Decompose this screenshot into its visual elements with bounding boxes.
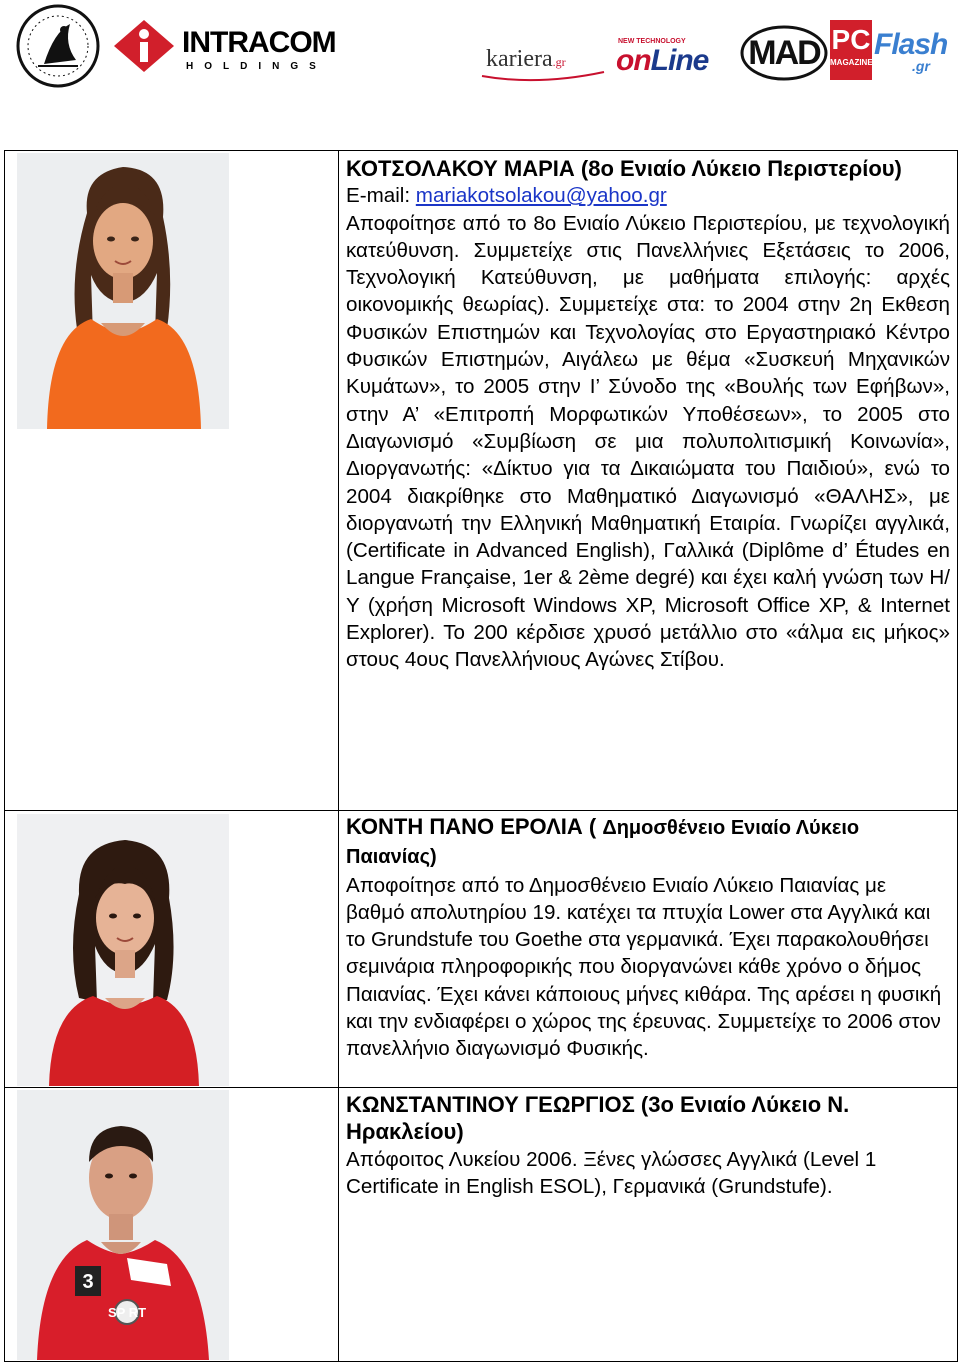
entry-2	[346, 813, 950, 1063]
athens-information-technology-logo	[14, 2, 102, 90]
shirt-logo: SP RT	[107, 1305, 147, 1320]
student-photo-1	[17, 153, 229, 429]
entry-2-bio: Αποφοίτησε από το Δημοσθένειο Ενιαίο Λύκειο Παιανίας με βαθμό απολυτηρίου 19. κατέχει τα πτυχία Lower στα Αγγλικά και το Grundstufe του Goethe στα γερμανικά. Έχει παρακολουθήσει σεμινάρια πληροφορικής που διοργανώνει κάθε χρόνο ο δήμος Παιανίας. Έχει κάνει κάποιους μήνες κιθάρα. Της αρέσει η φυσική και την ενδιαφέρει ο χώρος της έρευνας. Συμμετείχε το 2006 στον πανελλήνιο διαγωνισμό Φυσικής.	[346, 873, 942, 1061]
pc-sub: MAGAZINE	[830, 58, 873, 67]
students-table	[4, 150, 958, 1362]
online-line: Line	[650, 44, 709, 77]
pc-name: PC	[831, 24, 871, 55]
entry-2-school: Δημοσθένειο Ενιαίο Λύκειο Παιανίας)	[346, 817, 860, 869]
kariera-logo	[478, 42, 608, 82]
entry-3-bio: Απόφοιτος Λυκείου 2006. Ξένες γλώσσες Αγγλικά (Level 1 Certificate in English ESOL), Γερμανικά (Grundstufe).	[346, 1147, 877, 1198]
column-divider	[338, 151, 339, 1361]
intracom-sub: HOLDINGS	[186, 61, 327, 72]
entry-1-bio: Αποφοίτησε από το 8ο Ενιαίο Λύκειο Περιστερίου, με τεχνολογική κατεύθυνση. Συμμετείχε στις Πανελλήνιες Εξετάσεις το 2006, Τεχνολογική Κατεύθυνση, με μαθήματα επιλογής: αρχές οικονομικής θεωρίας). Συμμετείχε στα: το 2004 στην 2η Εκθεση Φυσικών Επιστημών και Τεχνολογίας στο Εργαστηριακό Κέντρο Φυσικών Επιστημών, Αιγάλεω με θέμα «Συσκευή Μηχανικών Κυμάτων», το 2005 στην Ι’ Σύνοδο της «Βουλής των Εφήβων», στην Α’ «Επιτροπή Μορφωτικών Υποθέσεων», το 2005 στο Διαγωνισμό «Συμβίωση σε μια πολυπολιτισμική Κοινωνία», Διοργανωτής: «Δίκτυο για τα Δικαιώματα του Παιδιού», ενώ το 2004 διακρίθηκε στο Μαθηματικό Διαγωνισμό «ΘΑΛΗΣ», με διοργανωτή την Ελληνική Μαθηματική Εταιρία. Γνωρίζει αγγλικά, (Certificate in Advanced English), Γαλλικά (Diplôme d’ Études en Langue Française, 1er & 2ème degré) και έχει καλή γνώση των Η/Υ (χρήση Microsoft Windows XP, Microsoft Office XP, & Internet Explorer). Το 200 κέρδισε χρυσό μετάλλιο στο «άλμα εις μήκος» στους 4ους Πανελλήνιους Αγώνες Στίβου.	[346, 211, 950, 672]
entry-1-name: ΚΟΤΣΟΛΑΚΟΥ ΜΑΡΙΑ (8ο Ενιαίο Λύκειο Περιστερίου)	[346, 156, 902, 181]
online-on: on	[616, 44, 651, 77]
mad-name: MAD	[748, 34, 820, 72]
row-divider	[5, 810, 957, 811]
student-photo-2	[17, 814, 229, 1086]
email-link[interactable]: mariakotsolakou@yahoo.gr	[415, 184, 667, 208]
entry-3-name: ΚΩΝΣΤΑΝΤΙΝΟΥ ΓΕΩΡΓΙΟΣ (3ο Ενιαίο Λύκειο Ν. Ηρακλείου)	[346, 1092, 850, 1145]
entry-1	[346, 155, 950, 674]
flash-name: Flash	[874, 28, 948, 61]
mad-logo	[740, 24, 828, 82]
intracom-holdings-logo	[112, 18, 344, 74]
kariera-tld: .gr	[552, 55, 566, 69]
email-label: E-mail:	[346, 184, 416, 208]
flash-gr-logo	[874, 22, 948, 78]
kariera-name: kariera	[486, 46, 553, 72]
row-divider	[5, 1087, 957, 1088]
flash-tld: .gr	[912, 58, 930, 74]
student-photo-3	[17, 1090, 229, 1360]
pc-magazine-logo	[830, 20, 872, 80]
shirt-number: 3	[82, 1271, 94, 1293]
intracom-name: INTRACOM	[182, 26, 336, 59]
header-logos	[0, 0, 960, 110]
entry-3	[346, 1091, 950, 1200]
online-tag: NEW TECHNOLOGY	[618, 38, 686, 45]
online-logo	[614, 34, 738, 82]
entry-2-name: ΚΟΝΤΗ ΠΑΝΟ ΕΡΟΛΙΑ (	[346, 814, 603, 839]
